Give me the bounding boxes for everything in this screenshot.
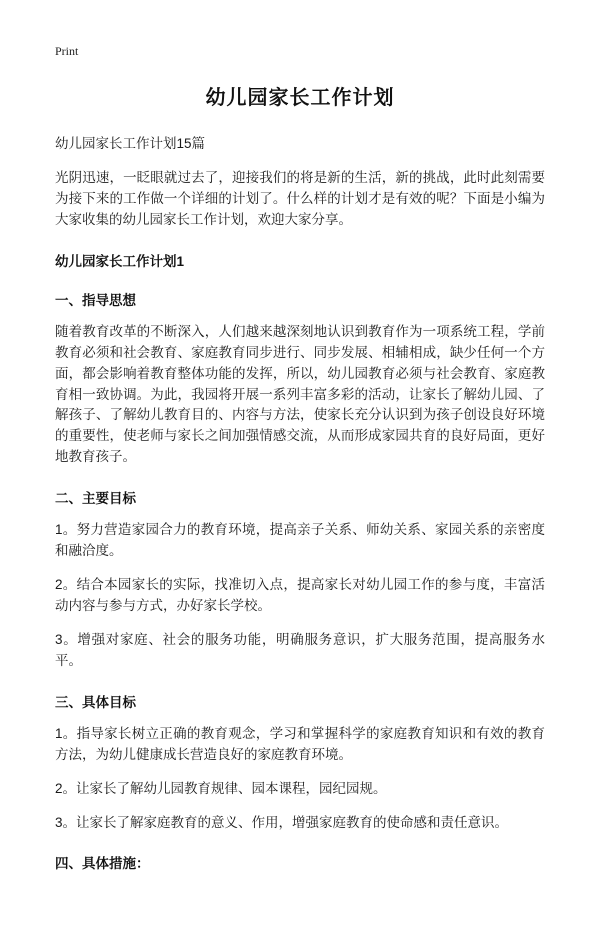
section-heading-plan-1: 幼儿园家长工作计划1	[55, 253, 185, 269]
document-title: 幼儿园家长工作计划	[205, 87, 395, 109]
guiding-ideology-paragraph: 随着教育改革的不断深入，人们越来越深刻地认识到教育作为一项系统工程，学前教育必须和社会教育、家庭教育同步进行、同步发展、相辅相成，缺少任何一个方面，都会影响着教育整体功能的发挥，所以，幼儿园教育必须与社会教育、家庭教育相一致协调。为此，我园将开展一系列丰富多彩的活动，让家长了解幼儿园、了解孩子、了解幼儿教育目的、内容与方法，使家长充分认识到为孩子创设良好环境的重要性，使老师与家长之间加强情感交流，从而形成家园共育的良好局面，更好地教育孩子。	[55, 323, 545, 465]
specific-goal-item-1: 1。指导家长树立正确的教育观念，学习和掌握科学的家庭教育知识和有效的教育方法，为幼儿健康成长营造良好的家庭教育环境。	[55, 725, 545, 762]
main-goal-item-1: 1。努力营造家园合力的教育环境，提高亲子关系、师幼关系、家园关系的亲密度和融洽度。	[55, 522, 545, 559]
intro-paragraph: 光阴迅速，一眨眼就过去了，迎接我们的将是新的生活，新的挑战，此时此刻需要为接下来的工作做一个详细的计划了。什么样的计划才是有效的呢？下面是小编为大家收集的幼儿园家长工作计划，欢迎大家分享。	[55, 170, 545, 227]
document-subtitle: 幼儿园家长工作计划15篇	[55, 136, 206, 151]
section-heading-specific-goals: 三、具体目标	[55, 694, 136, 710]
section-heading-specific-measures: 四、具体措施：	[55, 856, 150, 872]
section-heading-main-goals: 二、主要目标	[55, 491, 136, 507]
specific-goal-item-3: 3。让家长了解家庭教育的意义、作用，增强家庭教育的使命感和责任意识。	[55, 814, 509, 830]
main-goal-item-2: 2。结合本园家长的实际，找准切入点，提高家长对幼儿园工作的参与度，丰富活动内容与参与方式，办好家长学校。	[55, 577, 545, 613]
main-goal-item-3: 3。增强对家庭、社会的服务功能，明确服务意识，扩大服务范围，提高服务水平。	[55, 631, 545, 668]
specific-goal-item-2: 2。让家长了解幼儿园教育规律、园本课程，园纪园规。	[55, 780, 387, 796]
section-heading-guiding-ideology: 一、指导思想	[55, 292, 136, 308]
print-button[interactable]: Print	[55, 44, 79, 58]
